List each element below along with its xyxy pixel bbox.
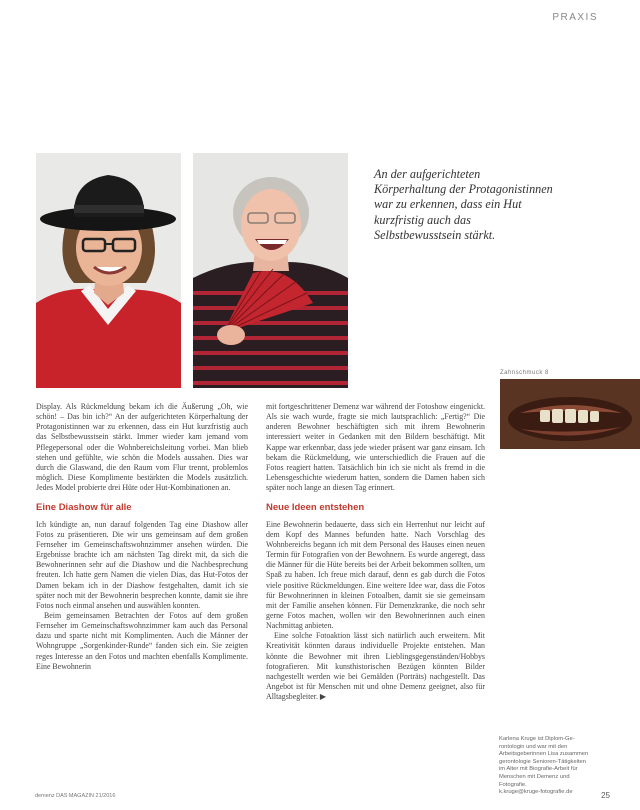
subheading-diashow: Eine Diashow für alle: [36, 502, 132, 514]
page-number: 25: [601, 791, 610, 800]
photo-woman-with-fan: [193, 153, 348, 388]
sidebar-image-label: [500, 370, 549, 376]
footer-publication: demenz DAS MAGAZIN 21/2016: [35, 793, 116, 799]
column1-paragraph-1: Display. Als Rückmeldung bekam ich die Äußerung „Oh, wie schön! – Das bin ich?“ An der aufgerichteten Körperhaltung der Protagonistinnen war zu erkennen, dass ein Hut kurzfristig auch das Selbstbewusstsein stärkt. Immer wieder kam jemand vom Pflegepersonal oder die Wohnbereichsleitung vorbei. Man blieb stehen und gefühlte, wie schön die Models aussahen. Dies war durch die Glaswand, die den Raum vom Flur trennt, problemlos möglich. Diese Komplimente bestärkten die Models zusätzlich. Jedes Model probierte drei Hüte oder Hut-Kombinationen an.: [36, 402, 248, 493]
author-caption-line: Arbeitsgeberinnen Lisa zusammen: [499, 751, 589, 758]
article-column-1: [36, 402, 248, 672]
column1-paragraph-3: Beim gemeinsamen Betrachten der Fotos auf dem großen Fernseher im Gemeinschaftswohnzimmer kam auch das Personal dazu und sparte nicht mit Komplimenten. Auch die Männer der Wohngruppe „Sorgenkinder-Runde“ fanden sich ein. Sie zeigten reges Interesse an den Fotos und machten ebenfalls Komplimente. Eine Bewohnerin: [36, 610, 248, 671]
sidebar-label-text: Zahnschmuck: [500, 370, 543, 376]
photo-teeth-closeup: [500, 379, 640, 449]
article-column-2: [266, 402, 485, 702]
author-caption: [499, 736, 631, 797]
section-label: PRAXIS: [552, 12, 598, 23]
column2-paragraph-1: mit fortgeschrittener Demenz war während der Fotoshow eingenickt. Als sie wach wurde, fragte sie mich lautsprachlich: „Fertig?“ Die anderen Bewohner beschäftigten sich mit ihrem Bewohnerin interessiert weiter in Gedanken mit den Bildern beschäftigt. Mit Kappe war erkennbar, dass jede wieder präsent war ganz einsam. Ich bekam die Rückmeldung, wie unterschiedlich die Frauen auf die Fotos reagiert hatten. Tatsächlich bin ich sie nicht als fremd in die Lebensgeschichte wiederum hatten, sondern die Damen haben sich später noch lange an diesen Tag erinnert.: [266, 402, 485, 493]
author-caption-line: rontologin und war mit den: [499, 743, 568, 750]
photo-woman-with-hat: [36, 153, 181, 388]
author-email[interactable]: k.kruge@kruge-fotografie.de: [499, 789, 573, 796]
column2-paragraph-2: Eine Bewohnerin bedauerte, dass sich ein Herrenhut nur leicht auf dem Kopf des Mannes befunden hatte. Nach Vorschlag des Wohnbereichs begann ich mit dem Personal des Hauses einen neuen Termin für Fotografien von der Bewohnern. Es wurde angeregt, dass die Männer für die Hüte bereits bei der Arbeit bekommen sollten, um Spaß zu haben. Ich freue mich darauf, denn es gab durch die Fotos viele positive Rückmeldungen. Eine weitere Idee war, dass die Fotos für Bewohnerinnen in kleinen Fotoalben, damit sie sie gemeinsam mit der Familie ansehen können. Für Demenzkranke, die noch sehr gerne Fotos machen, wollen wir den Bewohnerinnen auch einen Nachmittag anbieten.: [266, 519, 485, 631]
author-caption-line: gerontologie Senioren-Tätigkeiten: [499, 758, 587, 765]
subheading-neue-ideen: Neue Ideen entstehen: [266, 502, 365, 514]
column1-paragraph-2: Ich kündigte an, nun darauf folgenden Tag eine Diashow aller Fotos zu präsentieren. Die wir uns gemeinsam auf dem großen Fernseher im Gemeinschaftswohnzimmer ansehen würden. Die Ergebnisse brachte ich am nächsten Tag direkt mit, da sich die Bewohnerinnen sehr auf die Diashow und die Nachbesprechung freuten. Ich hatte gern Namen die vielen Dias, das Hut-Fotos der Damen bekam ich in der Diashow festgehalten, damit ich sie später noch mit der Bewohnerin besprechen konnte, damit sie ihre Fotos noch einmal ansehen und auswählen konnten.: [36, 519, 248, 610]
column2-paragraph-3: Eine solche Fotoaktion lässt sich natürlich auch erweitern. Mit Kreativität könnten daraus individuelle Projekte entstehen. Man könnte die Bewohner mit ihren Lieblingsgegenständen/Hobbys fotografieren. Mit kunsthistorischen Bezügen könnten Bilder nachgestellt werden wie bei Gemälden (Porträts) nachgestellt. Das Angebot ist für Menschen mit und ohne Demenz geeignet, also für Alltagsbegleiter. ▶: [266, 631, 485, 702]
author-caption-line: Fotografie.: [499, 781, 527, 788]
sidebar-label-number: 8: [545, 370, 549, 376]
author-caption-line: Menschen mit Demenz und: [499, 773, 570, 780]
author-caption-line: Karlena Kruge ist Diplom-Ge-: [499, 736, 575, 742]
pull-quote: An der aufgerichteten Körperhaltung der Protagonistinnen war zu erkennen, dass ein Hut kurzfristig auch das Selbstbewusstsein stärkt.: [374, 167, 553, 242]
author-caption-line: im Alter mit Biografie-Arbeit für: [499, 766, 578, 773]
